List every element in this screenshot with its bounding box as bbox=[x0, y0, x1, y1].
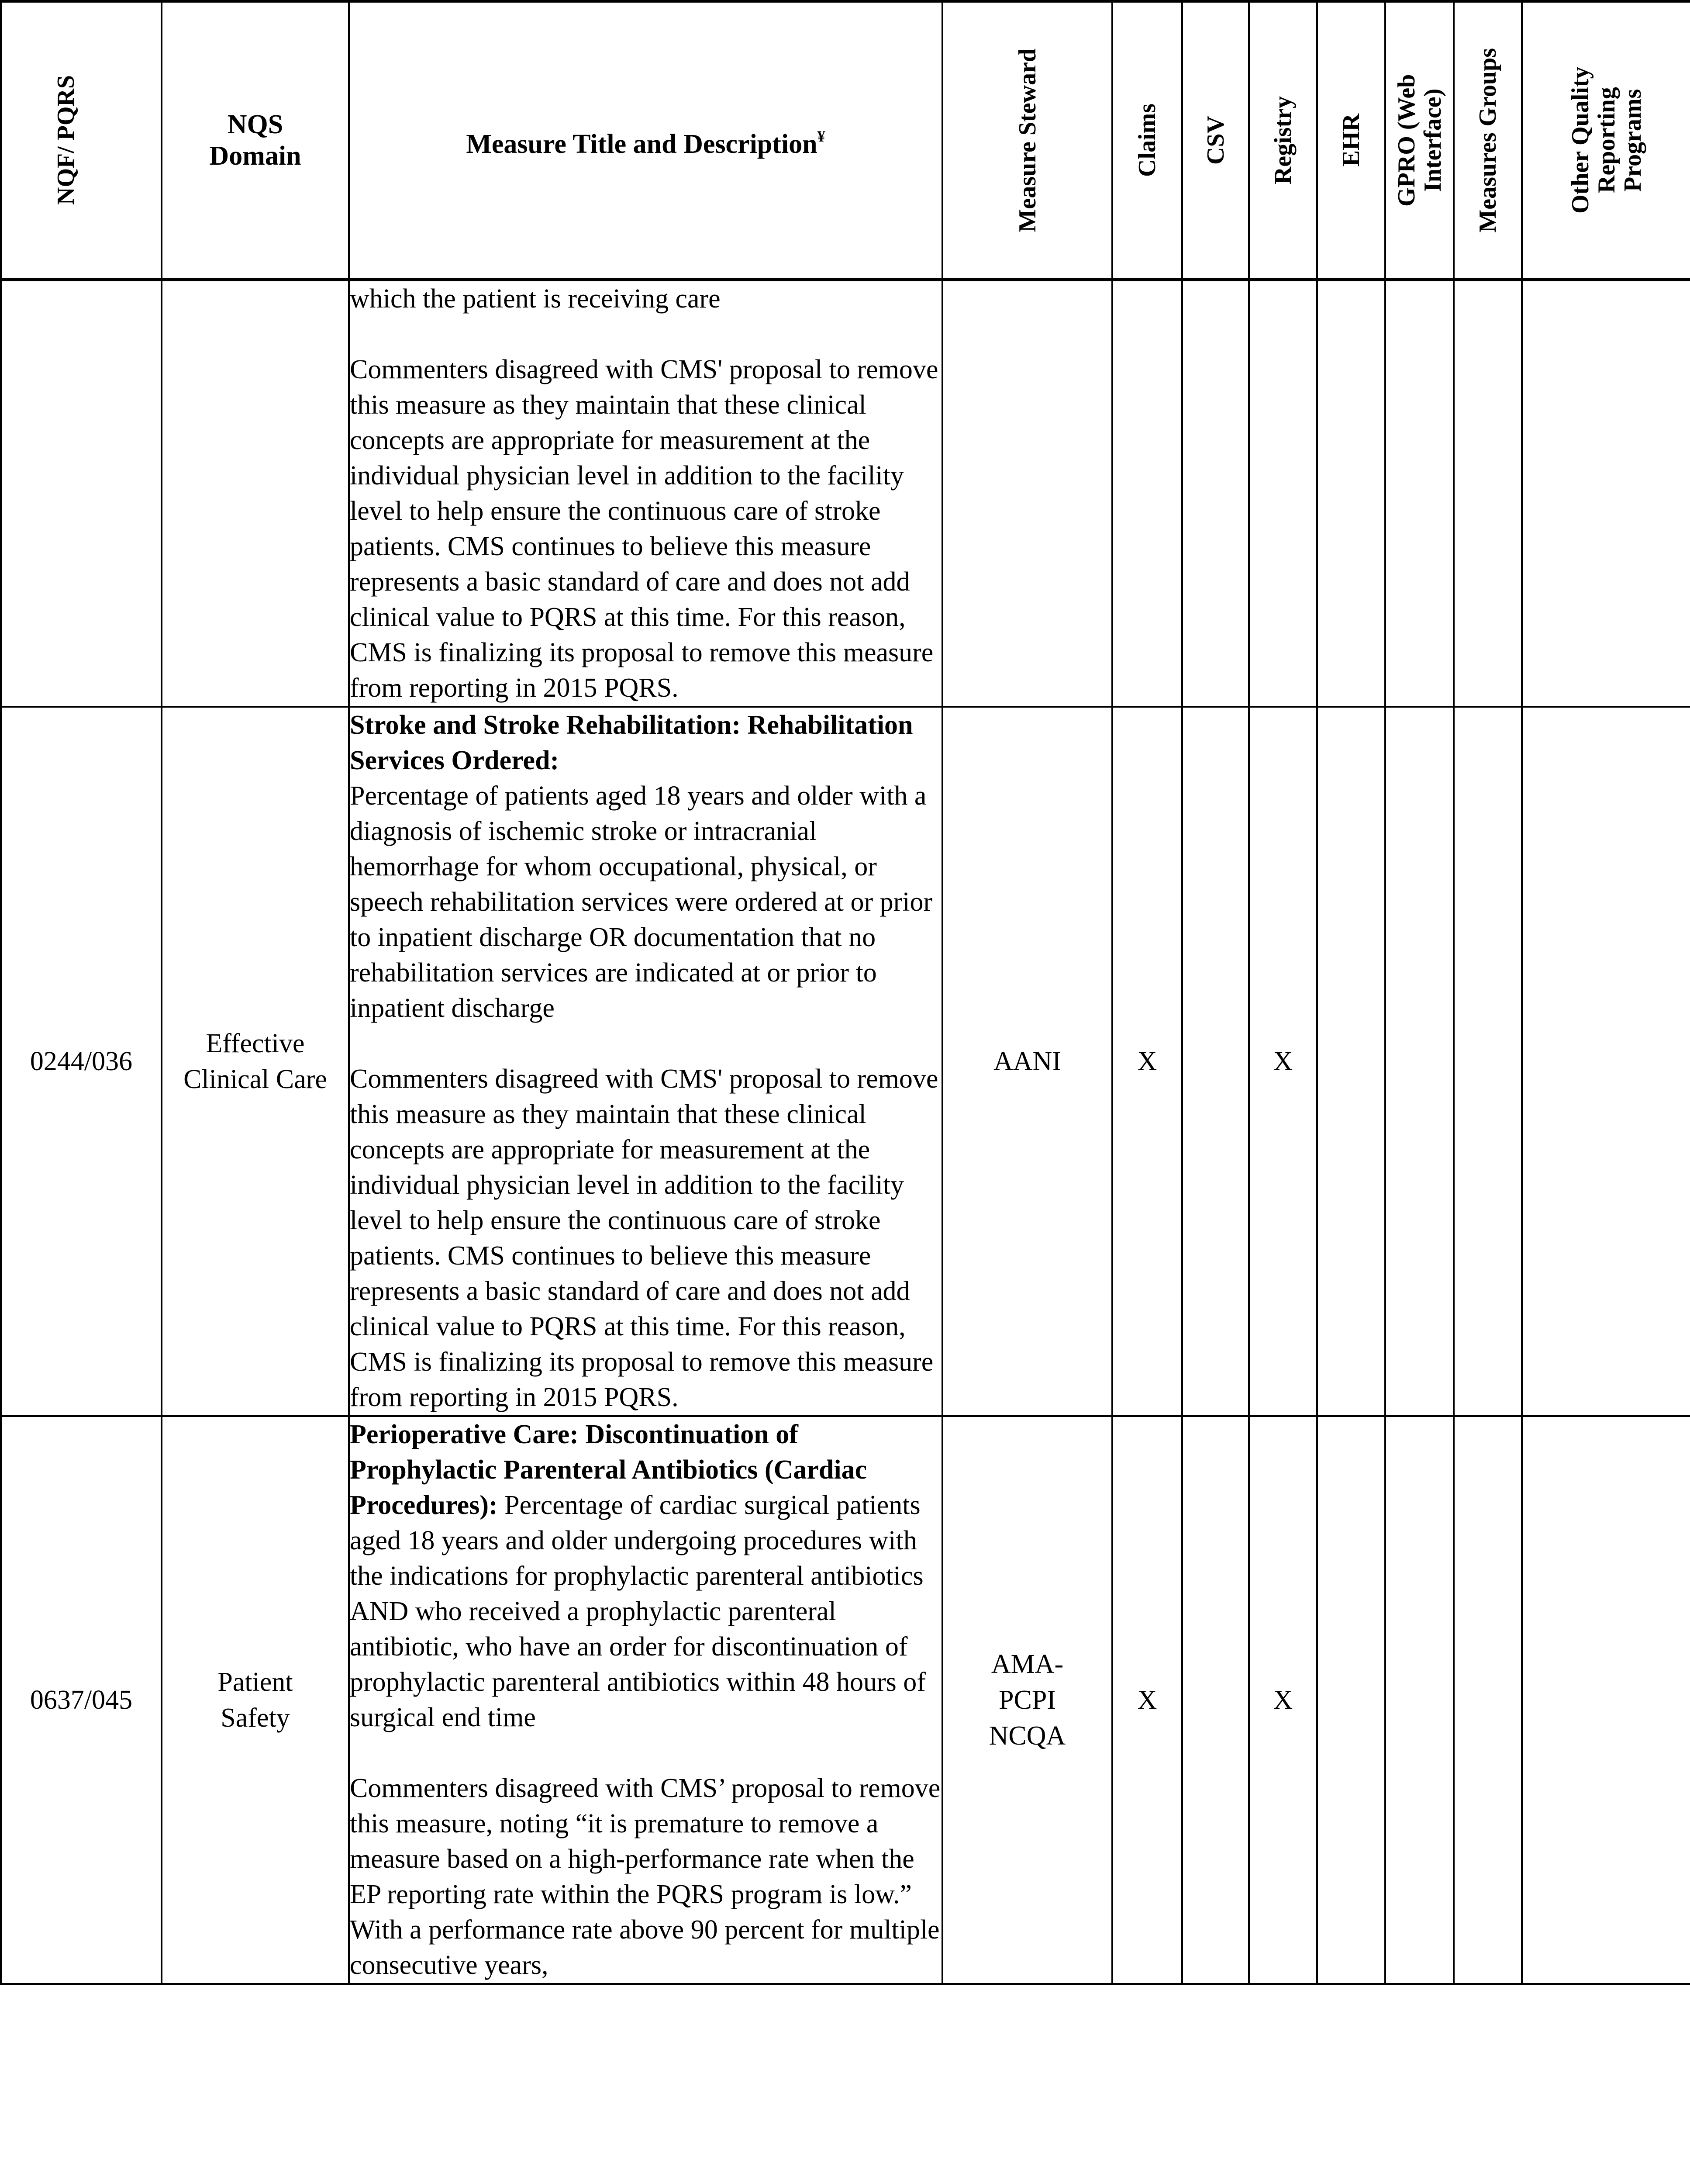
header-measure-title bbox=[349, 1, 942, 280]
footnote-marker: ¥ bbox=[817, 128, 825, 145]
measure-title: Perioperative Care: Discontinuation of Prophylactic Parenteral Antibiotics (Cardiac Procedures): bbox=[350, 1420, 867, 1520]
gpro-cell bbox=[1385, 707, 1454, 1416]
registry-cell: X bbox=[1249, 707, 1317, 1416]
header-measures-groups: Measures Groups bbox=[1454, 1, 1522, 280]
nqs-domain-cell: Effective Clinical Care bbox=[162, 707, 349, 1416]
header-registry: Registry bbox=[1249, 1, 1317, 280]
steward-cell bbox=[942, 280, 1112, 707]
header-nqf-pqrs: NQF/ PQRS bbox=[1, 1, 162, 280]
nqs-domain-cell bbox=[162, 280, 349, 707]
nqf-pqrs-cell: 0637/045 bbox=[1, 1416, 162, 1984]
gpro-cell bbox=[1385, 1416, 1454, 1984]
registry-cell: X bbox=[1249, 1416, 1317, 1984]
table-row bbox=[1, 280, 1690, 707]
csv-cell bbox=[1182, 280, 1249, 707]
table-row bbox=[1, 707, 1690, 1416]
header-claims: Claims bbox=[1112, 1, 1182, 280]
measures-groups-cell bbox=[1454, 1416, 1522, 1984]
measure-title: Stroke and Stroke Rehabilitation: Rehabilitation Services Ordered: bbox=[350, 710, 913, 775]
header-measure-title-text: Measure Title and Description bbox=[466, 129, 817, 159]
measure-description: Percentage of patients aged 18 years and older with a diagnosis of ischemic stroke or intracranial hemorrhage for whom occupational, physical, or speech rehabilitation services were ordered at or prior to inpatient discharge OR documentation that no rehabilitation services are indicated at or prior to inpatient discharge bbox=[350, 781, 933, 1023]
header-nqs-domain bbox=[162, 1, 349, 280]
measure-description: Percentage of cardiac surgical patients aged 18 years and older undergoing procedures with the indications for prophylactic parenteral antibiotics AND who received a prophylactic parenteral antibiotic, who have an order for discontinuation of prophylactic parenteral antibiotics within 48 hours of surgical end time bbox=[350, 1490, 926, 1732]
csv-cell bbox=[1182, 1416, 1249, 1984]
other-programs-cell bbox=[1522, 707, 1690, 1416]
steward-cell: AMA-PCPI NCQA bbox=[942, 1416, 1112, 1984]
comment-text: Commenters disagreed with CMS' proposal to remove this measure as they maintain that these clinical concepts are appropriate for measurement at the individual physician level in addition to the facility level to help ensure the continuous care of stroke patients. CMS continues to believe this measure represents a basic standard of care and does not add clinical value to PQRS at this time. For this reason, CMS is finalizing its proposal to remove this measure from reporting in 2015 PQRS. bbox=[350, 355, 938, 703]
nqs-domain-cell: Patient Safety bbox=[162, 1416, 349, 1984]
other-programs-cell bbox=[1522, 1416, 1690, 1984]
measures-groups-cell bbox=[1454, 280, 1522, 707]
table-header-row bbox=[1, 1, 1690, 280]
header-other-programs: Other Quality Reporting Programs bbox=[1522, 1, 1690, 280]
registry-cell bbox=[1249, 280, 1317, 707]
measures-groups-cell bbox=[1454, 707, 1522, 1416]
header-measure-steward: Measure Steward bbox=[942, 1, 1112, 280]
header-csv: CSV bbox=[1182, 1, 1249, 280]
claims-cell: X bbox=[1112, 1416, 1182, 1984]
claims-cell bbox=[1112, 280, 1182, 707]
csv-cell bbox=[1182, 707, 1249, 1416]
header-ehr: EHR bbox=[1317, 1, 1385, 280]
header-gpro: GPRO (Web Interface) bbox=[1385, 1, 1454, 280]
table-row bbox=[1, 1416, 1690, 1984]
ehr-cell bbox=[1317, 1416, 1385, 1984]
nqf-pqrs-cell bbox=[1, 280, 162, 707]
steward-cell: AANI bbox=[942, 707, 1112, 1416]
measure-description-cell bbox=[349, 1416, 942, 1984]
nqf-pqrs-cell: 0244/036 bbox=[1, 707, 162, 1416]
ehr-cell bbox=[1317, 707, 1385, 1416]
measure-description-cell bbox=[349, 707, 942, 1416]
claims-cell: X bbox=[1112, 707, 1182, 1416]
comment-text: Commenters disagreed with CMS’ proposal to remove this measure, noting “it is premature to remove a measure based on a high-performance rate when the EP reporting rate within the PQRS program is low.” With a performance rate above 90 percent for multiple consecutive years, bbox=[350, 1773, 941, 1980]
description-tail: which the patient is receiving care bbox=[350, 284, 721, 314]
ehr-cell bbox=[1317, 280, 1385, 707]
header-nqs-domain-line1: NQS bbox=[227, 110, 283, 139]
other-programs-cell bbox=[1522, 280, 1690, 707]
comment-text: Commenters disagreed with CMS' proposal to remove this measure as they maintain that these clinical concepts are appropriate for measurement at the individual physician level in addition to the facility level to help ensure the continuous care of stroke patients. CMS continues to believe this measure represents a basic standard of care and does not add clinical value to PQRS at this time. For this reason, CMS is finalizing its proposal to remove this measure from reporting in 2015 PQRS. bbox=[350, 1064, 938, 1412]
measure-description-cell bbox=[349, 280, 942, 707]
header-nqs-domain-line2: Domain bbox=[209, 141, 301, 171]
gpro-cell bbox=[1385, 280, 1454, 707]
